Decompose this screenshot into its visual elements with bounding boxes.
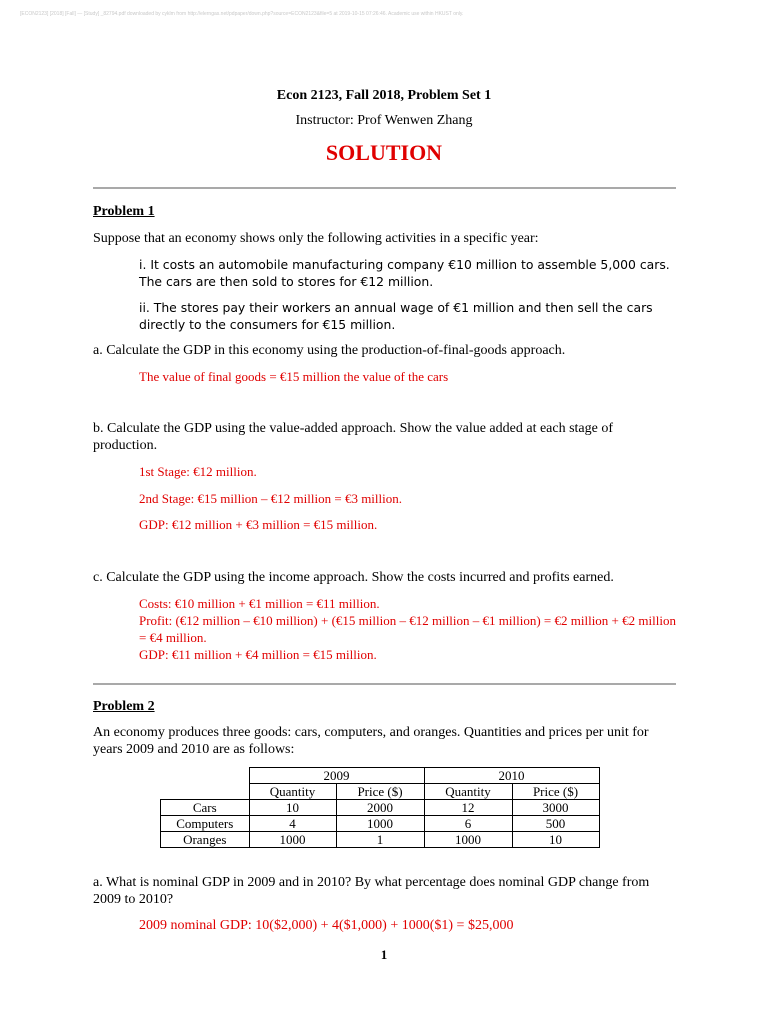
problem-1-question-a: a. Calculate the GDP in this economy using the production-of-final-goods approach.	[93, 343, 566, 358]
table-cell: 10	[249, 800, 336, 816]
solution-title: SOLUTION	[325, 140, 443, 165]
problem-1-answer-c-line1: Costs: €10 million + €1 million = €11 million.	[139, 596, 380, 611]
problem-1-answer-c-line2: Profit: (€12 million – €10 million) + (€15 million – €12 million – €1 million) = €2 million + €2 million = €4 million.	[139, 613, 676, 645]
problem-1-question-c: c. Calculate the GDP using the income approach. Show the costs incurred and profits earned.	[93, 570, 614, 585]
table-corner-cell-2	[161, 784, 250, 800]
divider-top	[93, 187, 676, 189]
table-row	[161, 832, 600, 848]
table-year-header-row	[161, 768, 600, 784]
download-watermark: [ECON2123] [2018] [Fall] — [Study] _82794.pdf downloaded by cyklm from http://elerngas.net/pdpaper/down.php?source=ECON2123&file=5 at 2019-10-15 07:26:46. Academic use within HKUST only.	[20, 11, 464, 17]
table-year-2010: 2010	[424, 768, 599, 784]
course-title: Econ 2123, Fall 2018, Problem Set 1	[276, 88, 492, 103]
table-header-quantity-2009: Quantity	[249, 784, 336, 800]
table-cell: 3000	[512, 800, 599, 816]
problem-1-question-b: b. Calculate the GDP using the value-added approach. Show the value added at each stage of production.	[93, 421, 614, 453]
table-header-quantity-2010: Quantity	[424, 784, 512, 800]
table-corner-cell	[161, 768, 250, 784]
table-row-label: Cars	[161, 800, 250, 816]
problem-1-item-ii: ii. The stores pay their workers an annual wage of €1 million and then sell the cars directly to the consumers for €15 million.	[139, 300, 653, 332]
problem-1-heading: Problem 1	[93, 204, 155, 219]
problem-1-answer-c-line3: GDP: €11 million + €4 million = €15 million.	[139, 647, 377, 662]
table-cell: 1000	[249, 832, 336, 848]
divider-middle	[93, 683, 676, 685]
problem-1-answer-b-line3: GDP: €12 million + €3 million = €15 million.	[139, 517, 378, 532]
table-cell: 500	[512, 816, 599, 832]
instructor-line: Instructor: Prof Wenwen Zhang	[295, 113, 473, 128]
table-cell: 1000	[424, 832, 512, 848]
table-header-price-2010: Price ($)	[512, 784, 599, 800]
table-column-header-row	[161, 784, 600, 800]
page-number: 1	[380, 947, 388, 962]
table-row	[161, 816, 600, 832]
problem-1-answer-b-line1: 1st Stage: €12 million.	[139, 464, 257, 479]
table-cell: 2000	[336, 800, 424, 816]
table-cell: 12	[424, 800, 512, 816]
table-row-label: Oranges	[161, 832, 250, 848]
table-year-2009: 2009	[249, 768, 424, 784]
problem-2-answer-a: 2009 nominal GDP: 10($2,000) + 4($1,000) + 1000($1) = $25,000	[139, 918, 514, 933]
problem-1-item-i: i. It costs an automobile manufacturing company €10 million to assemble 5,000 cars. The cars are then sold to stores for €12 million.	[139, 257, 670, 289]
problem-2-intro: An economy produces three goods: cars, computers, and oranges. Quantities and prices per unit for years 2009 and 2010 are as follows:	[93, 725, 649, 757]
problem-1-answer-a: The value of final goods = €15 million the value of the cars	[139, 369, 449, 384]
table-cell: 4	[249, 816, 336, 832]
problem-1-intro: Suppose that an economy shows only the following activities in a specific year:	[93, 231, 539, 246]
problem-2-question-a: a. What is nominal GDP in 2009 and in 2010? By what percentage does nominal GDP change from 2009 to 2010?	[93, 875, 650, 907]
table-cell: 1000	[336, 816, 424, 832]
table-row	[161, 800, 600, 816]
quantity-price-table	[160, 767, 600, 848]
table-cell: 10	[512, 832, 599, 848]
problem-1-answer-b-line2: 2nd Stage: €15 million – €12 million = €3 million.	[139, 491, 403, 506]
table-header-price-2009: Price ($)	[336, 784, 424, 800]
table-cell: 6	[424, 816, 512, 832]
table-cell: 1	[336, 832, 424, 848]
problem-2-heading: Problem 2	[93, 699, 155, 714]
table-row-label: Computers	[161, 816, 250, 832]
